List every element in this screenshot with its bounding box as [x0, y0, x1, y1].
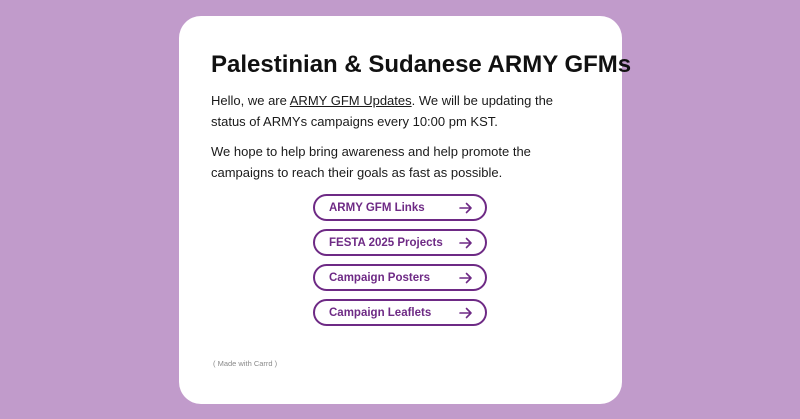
army-gfm-updates-link[interactable]: ARMY GFM Updates	[289, 93, 412, 108]
button-label: Campaign Posters	[329, 271, 430, 284]
campaign-posters-button[interactable]	[313, 264, 487, 291]
arrow-right-icon	[459, 272, 473, 284]
button-list	[313, 194, 487, 334]
mission-paragraph: We hope to help bring awareness and help promote the campaigns to reach their goals as fast as possible.	[211, 144, 531, 180]
intro-paragraph	[211, 90, 590, 132]
army-gfm-links-button[interactable]	[313, 194, 487, 221]
intro-suffix: . We will be updating the status of ARMYs campaigns every 10:00 pm KST.	[211, 93, 554, 129]
arrow-right-icon	[459, 202, 473, 214]
festa-2025-projects-button[interactable]	[313, 229, 487, 256]
content-card	[179, 16, 632, 404]
made-with-carrd-link[interactable]: ( Made with Carrd )	[213, 359, 278, 368]
button-label: ARMY GFM Links	[329, 201, 425, 214]
arrow-right-icon	[459, 237, 473, 249]
page-title: Palestinian & Sudanese ARMY GFMs	[211, 51, 632, 78]
campaign-leaflets-button[interactable]	[313, 299, 487, 326]
arrow-right-icon	[459, 307, 473, 319]
button-label: FESTA 2025 Projects	[329, 236, 443, 249]
intro-prefix: Hello, we are	[211, 93, 290, 108]
button-label: Campaign Leaflets	[329, 306, 432, 319]
